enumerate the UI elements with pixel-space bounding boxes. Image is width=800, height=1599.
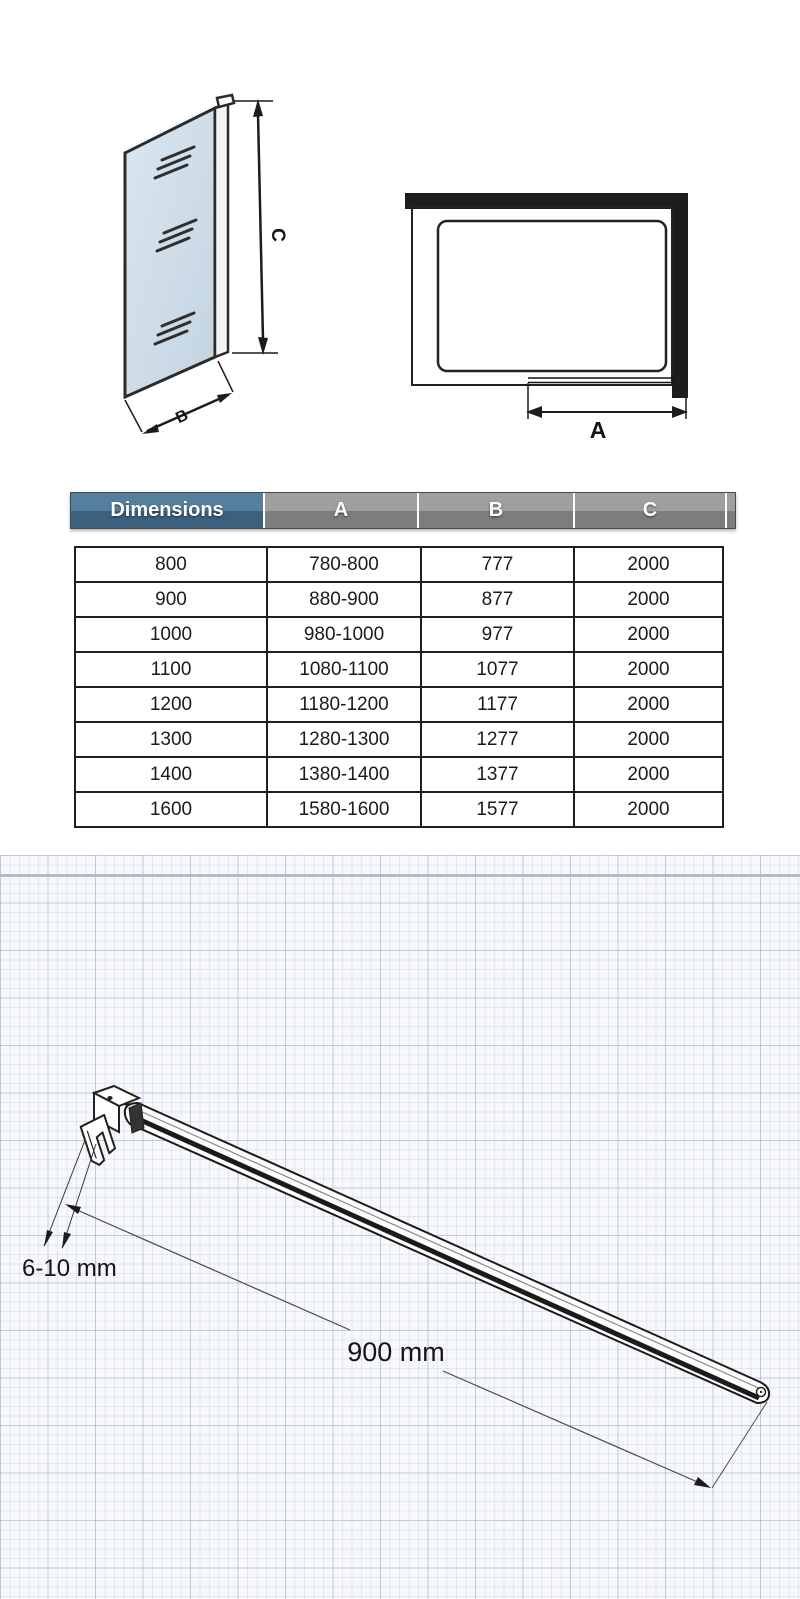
table-row — [75, 722, 723, 757]
tray-inner-outline — [438, 221, 666, 371]
arrowhead-icon — [694, 1477, 711, 1488]
dimension-a — [526, 383, 688, 443]
table-row — [75, 792, 723, 827]
wall-profile — [215, 104, 228, 357]
spec-table — [74, 546, 724, 828]
label-a: A — [589, 417, 607, 443]
table-row — [75, 757, 723, 792]
table-cell: 1100 — [75, 652, 267, 687]
table-cell: 2000 — [574, 652, 723, 687]
table-cell: 2000 — [574, 617, 723, 652]
label-b: B — [173, 406, 191, 428]
arrowhead-icon — [62, 1232, 71, 1249]
table-cell: 1380-1400 — [267, 757, 421, 792]
table-row — [75, 652, 723, 687]
header-cell-a: A — [265, 493, 417, 528]
table-cell: 1280-1300 — [267, 722, 421, 757]
stabilizer-bar — [125, 1103, 769, 1403]
table-cell: 2000 — [574, 792, 723, 827]
top-view-diagram — [395, 185, 705, 445]
table-cell: 777 — [421, 547, 574, 582]
arrowhead-left-icon — [142, 424, 159, 434]
table-cell: 1400 — [75, 757, 267, 792]
table-cell: 900 — [75, 582, 267, 617]
arrowhead-icon — [44, 1230, 53, 1247]
header-cell-c: C — [575, 493, 725, 528]
table-cell: 1180-1200 — [267, 687, 421, 722]
table-row — [75, 687, 723, 722]
table-cell: 2000 — [574, 722, 723, 757]
spec-table-header — [70, 492, 736, 529]
header-cell-dimensions: Dimensions — [71, 493, 263, 528]
table-row — [75, 547, 723, 582]
screw-hole-icon — [124, 1102, 129, 1106]
bar-sleeve — [129, 1103, 144, 1133]
glass-panel-side-view-diagram — [60, 85, 310, 455]
table-cell: 1577 — [421, 792, 574, 827]
table-cell: 877 — [421, 582, 574, 617]
support-bar-diagram — [0, 856, 800, 1599]
table-cell: 1177 — [421, 687, 574, 722]
table-row — [75, 617, 723, 652]
table-cell: 1377 — [421, 757, 574, 792]
label-c: C — [267, 228, 288, 242]
table-cell: 1080-1100 — [267, 652, 421, 687]
table-cell: 2000 — [574, 757, 723, 792]
wall-bracket — [674, 371, 687, 390]
table-cell: 1580-1600 — [267, 792, 421, 827]
table-cell: 780-800 — [267, 547, 421, 582]
dimension-c — [232, 99, 288, 355]
table-cell: 880-900 — [267, 582, 421, 617]
table-cell: 1600 — [75, 792, 267, 827]
table-cell: 2000 — [574, 582, 723, 617]
table-cell: 977 — [421, 617, 574, 652]
header-cell-b: B — [419, 493, 573, 528]
table-cell: 2000 — [574, 687, 723, 722]
glass-pane — [125, 108, 215, 397]
table-cell: 980-1000 — [267, 617, 421, 652]
arrowhead-right-icon — [217, 393, 232, 403]
arrowhead-icon — [65, 1204, 81, 1214]
table-cell: 1077 — [421, 652, 574, 687]
header-edge-sliver — [727, 493, 735, 528]
table-cell: 1277 — [421, 722, 574, 757]
wall-right — [672, 193, 688, 398]
table-row — [75, 582, 723, 617]
bar-length-label: 900 mm — [347, 1337, 445, 1367]
table-cell: 1200 — [75, 687, 267, 722]
profile-top-cap — [217, 95, 234, 107]
table-cell: 1300 — [75, 722, 267, 757]
table-cell: 800 — [75, 547, 267, 582]
table-cell: 1000 — [75, 617, 267, 652]
screw-hole-icon — [107, 1096, 112, 1100]
table-cell: 2000 — [574, 547, 723, 582]
glass-thickness-label: 6-10 mm — [22, 1255, 117, 1282]
